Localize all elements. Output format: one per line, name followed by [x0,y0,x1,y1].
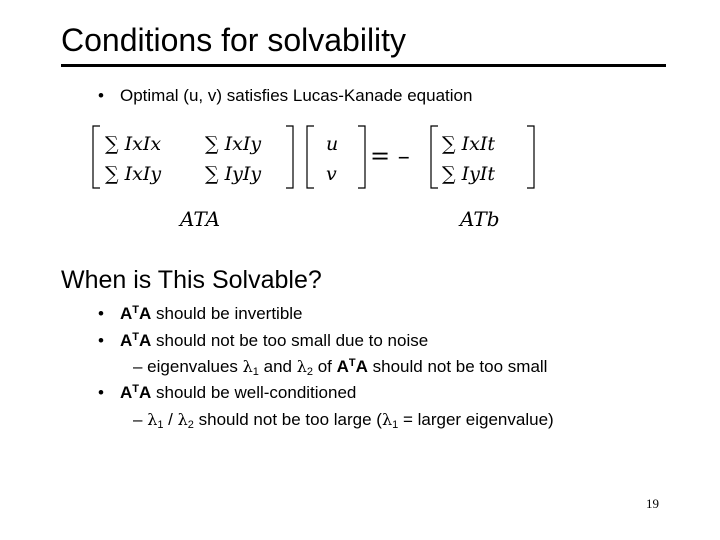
lambda-symbol: λ [147,410,158,429]
lambda-symbol: λ [177,410,188,429]
page-number: 19 [646,496,659,511]
bullet-dot: • [98,383,104,402]
bullet-lucas-kanade [98,86,472,106]
bullet-well-conditioned [98,383,356,403]
matrix-a: A [336,357,349,376]
subbullet-text: = larger eigenvalue) [398,410,554,429]
subscript: 2 [187,419,194,431]
matrix-a: A [120,304,133,323]
bullet-invertible [98,304,303,324]
title-underline [61,64,666,67]
bullet-text: should not be too small due to noise [151,331,429,350]
subbullet-text: should not be too large ( [193,410,382,429]
matrix-a: A [120,331,133,350]
matrix-a: A [139,331,152,350]
transpose-superscript: T [132,304,140,316]
vector-u: u [326,133,339,155]
bullet-text: should be well-conditioned [151,383,357,402]
bullet-dot: • [98,304,104,323]
bullet-dot: • [98,331,104,350]
lambda-symbol: λ [381,410,393,429]
bullet-text: Optimal (u, v) satisfies Lucas-Kanade equation [120,86,473,105]
matrix-a: A [139,304,152,323]
transpose-superscript: T [348,357,356,369]
subbullet-text: / [163,410,178,429]
subbullet-text: – eigenvalues [133,357,243,376]
lucas-kanade-equation [90,122,550,232]
matrix-cell-22: ∑ IyIy [205,163,262,185]
section-subheading: When is This Solvable? [61,266,322,294]
subbullet-eigen-ratio [133,410,554,430]
matrix-a: A [139,383,152,402]
subbullet-text: – [133,410,148,429]
matrix-cell-12: ∑ IxIy [205,133,262,155]
subscript: 1 [252,366,259,378]
lambda-symbol: λ [296,357,307,376]
subscript: 1 [392,419,399,431]
rhs-cell-1: ∑ IxIt [442,133,495,155]
bullet-dot: • [98,86,104,105]
transpose-superscript: T [132,331,140,343]
subbullet-text: of [312,357,337,376]
subscript: 1 [157,419,164,431]
subbullet-text: and [258,357,297,376]
bullet-not-too-small [98,331,428,351]
bullet-text: should be invertible [151,304,303,323]
subbullet-eigenvalues [133,357,547,377]
equals-minus: = – [370,142,410,170]
subscript: 2 [306,366,313,378]
matrix-cell-11: ∑ IxIx [105,133,162,155]
matrix-cell-21: ∑ IxIy [105,163,162,185]
matrix-a: A [355,357,368,376]
matrix-a: A [120,383,133,402]
rhs-cell-2: ∑ IyIt [442,163,495,185]
transpose-superscript: T [132,383,140,395]
slide-title: Conditions for solvability [61,22,407,58]
subbullet-text: should not be too small [367,357,548,376]
label-atb: ATb [460,207,500,231]
lambda-symbol: λ [242,357,253,376]
label-ata: ATA [180,207,221,231]
vector-v: v [326,163,337,185]
